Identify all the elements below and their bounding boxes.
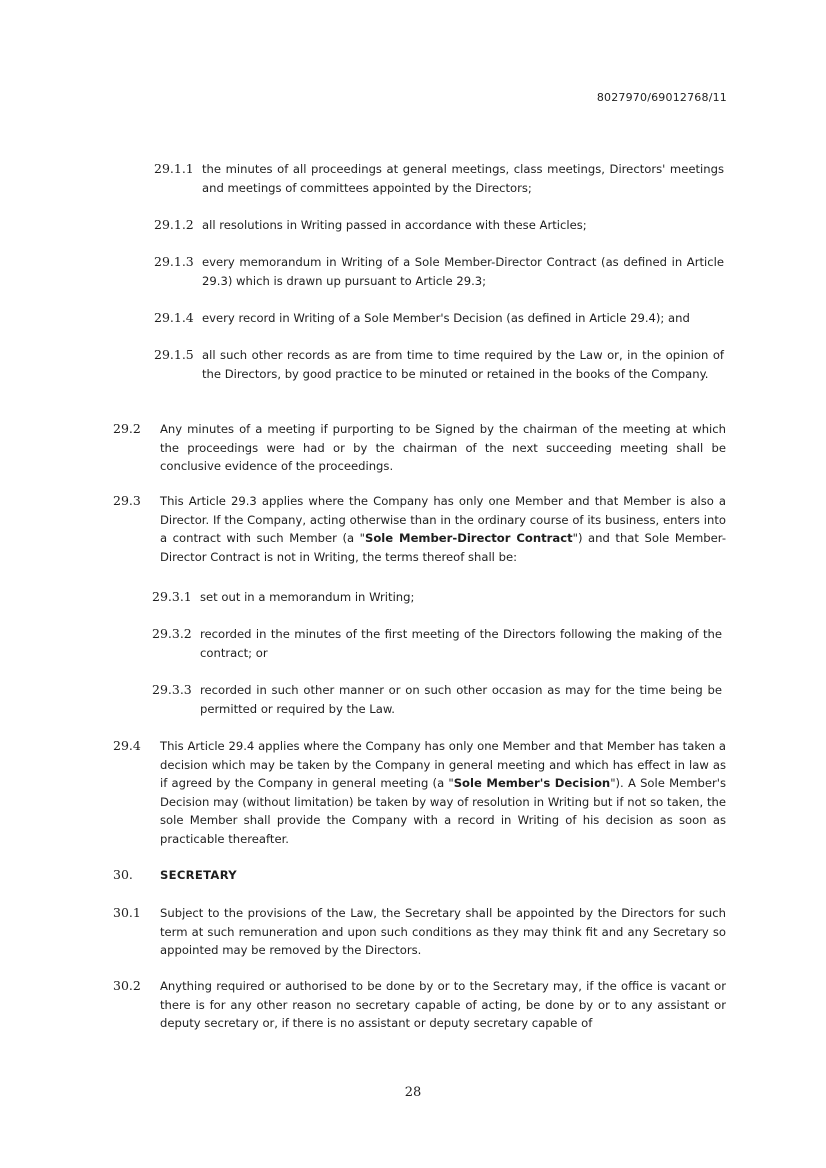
clause-number: 29.1.5 [154, 347, 194, 362]
clause-text: every memorandum in Writing of a Sole Member-Director Contract (as defined in Article 29.3) which is drawn up pursuant to Article 29.3; [202, 255, 724, 288]
clause-30-2 [113, 977, 726, 1033]
clause-text: all such other records as are from time to time required by the Law or, in the opinion of the Directors, by good practice to be minuted or retained in the books of the Company. [202, 348, 724, 381]
clause-29-3-1 [152, 588, 722, 607]
clause-number: 30.1 [113, 905, 141, 920]
clause-text: Anything required or authorised to be done by or to the Secretary may, if the office is vacant or there is for any other reason no secretary capable of acting, be done by or to any assistant or deputy secretary or, if there is no assistant or deputy secretary capable of [160, 979, 726, 1031]
clause-29-1-5 [154, 346, 724, 383]
clause-29-1-1 [154, 160, 724, 197]
clause-number: 29.1.4 [154, 310, 194, 325]
clause-text: This Article 29.4 applies where the Company has only one Member and that Member has taken a decision which may be taken by the Company in general meeting and which has effect in law as if agreed by the Company in general meeting (a "Sole Member's Decision"). A Sole Member's Decision may (without limitation) be taken by way of resolution in Writing but if not so taken, the sole Member shall provide the Company with a record in Writing of his decision as soon as practicable thereafter. [160, 739, 726, 846]
clause-text: recorded in such other manner or on such other occasion as may for the time being be permitted or required by the Law. [200, 683, 722, 716]
clause-29-1-3 [154, 253, 724, 290]
clause-number: 30.2 [113, 978, 141, 993]
clause-text: the minutes of all proceedings at general meetings, class meetings, Directors' meetings and meetings of committees appointed by the Directors; [202, 162, 724, 195]
section-title: SECRETARY [160, 868, 237, 882]
clause-text: every record in Writing of a Sole Member's Decision (as defined in Article 29.4); and [202, 311, 690, 325]
clause-text: recorded in the minutes of the first meeting of the Directors following the making of the contract; or [200, 627, 722, 660]
clause-number: 29.3.2 [152, 626, 192, 641]
clause-text: Subject to the provisions of the Law, the Secretary shall be appointed by the Directors for such term at such remuneration and upon such conditions as they may think fit and any Secretary so appointed may be removed by the Directors. [160, 906, 726, 958]
clause-29-3-2 [152, 625, 722, 662]
clause-text: all resolutions in Writing passed in accordance with these Articles; [202, 218, 587, 232]
clause-number: 29.3.1 [152, 589, 192, 604]
defined-term: Sole Member-Director Contract [364, 531, 573, 546]
page-number: 28 [404, 1085, 422, 1100]
clause-text: set out in a memorandum in Writing; [200, 590, 415, 604]
clause-29-1-4 [154, 309, 724, 328]
clause-number: 29.1.2 [154, 217, 194, 232]
clause-number: 29.1.1 [154, 161, 194, 176]
clause-text: Any minutes of a meeting if purporting to be Signed by the chairman of the meeting at which the proceedings were had or by the chairman of the next succeeding meeting shall be conclusive evidence of the proceedings. [160, 422, 726, 474]
clause-number: 29.3.3 [152, 682, 192, 697]
section-number: 30. [113, 867, 133, 882]
clause-29-4 [113, 737, 726, 849]
clause-29-2 [113, 420, 726, 476]
clause-number: 29.3 [113, 493, 141, 508]
clause-number: 29.1.3 [154, 254, 194, 269]
clause-29-1-2 [154, 216, 724, 235]
clause-number: 29.2 [113, 421, 141, 436]
clause-30-1 [113, 904, 726, 960]
section-30-heading [113, 866, 726, 885]
clause-number: 29.4 [113, 738, 141, 753]
clause-text: This Article 29.3 applies where the Company has only one Member and that Member is also a Director. If the Company, acting otherwise than in the ordinary course of its business, enters into a contract with such Member (a "Sole Member-Director Contract") and that Sole Member-Director Contract is not in Writing, the terms thereof shall be: [160, 494, 727, 564]
clause-29-3-3 [152, 681, 722, 718]
clause-29-3 [113, 492, 726, 566]
defined-term: Sole Member's Decision [453, 776, 611, 791]
document-reference: 8027970/69012768/11 [596, 91, 727, 104]
